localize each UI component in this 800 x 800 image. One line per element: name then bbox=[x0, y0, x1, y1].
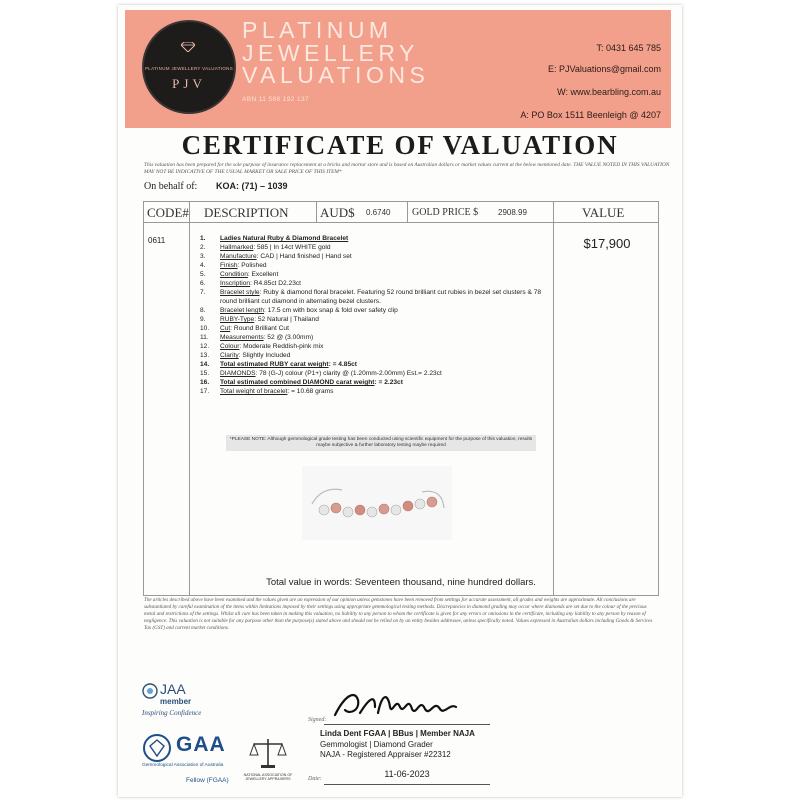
item-number: 4. bbox=[200, 262, 206, 269]
item-value: $17,900 bbox=[583, 236, 631, 251]
jaa-tagline: Inspiring Confidence bbox=[142, 709, 202, 717]
aud-rate: 0.6740 bbox=[366, 208, 391, 217]
signed-label: Signed: bbox=[308, 717, 327, 723]
item-text bbox=[220, 369, 545, 378]
gaa-emblem-icon bbox=[142, 733, 172, 763]
contact-address: A: PO Box 1511 Beenleigh @ 4207 bbox=[520, 110, 661, 120]
description-item bbox=[200, 369, 545, 378]
item-label: Total estimated combined DIAMOND carat weight bbox=[220, 379, 375, 386]
description-item bbox=[200, 270, 545, 279]
header-banner bbox=[125, 10, 671, 128]
item-number: 7. bbox=[200, 289, 206, 296]
jaa-emblem-icon bbox=[142, 683, 158, 699]
date-label: Date: bbox=[308, 776, 322, 782]
item-number: 10. bbox=[200, 325, 210, 332]
item-number: 15. bbox=[200, 370, 210, 377]
logo-caption: PLATINUM JEWELLERY VALUATIONS bbox=[144, 66, 234, 71]
item-label: Ladies Natural Ruby & Diamond Bracelet bbox=[220, 235, 349, 242]
grader-role: Gemmologist | Diamond Grader bbox=[320, 739, 433, 749]
item-detail: : 52 @ (3.00mm) bbox=[263, 334, 314, 341]
header-aud: AUD$ bbox=[320, 205, 355, 220]
description-item bbox=[200, 351, 545, 360]
item-label: Inscription bbox=[220, 280, 251, 287]
valuation-table bbox=[143, 201, 659, 596]
grader-registration: NAJA - Registered Appraiser #22312 bbox=[320, 750, 451, 759]
item-detail: : Polished bbox=[237, 262, 267, 269]
item-text bbox=[220, 261, 545, 270]
item-label: Total estimated RUBY carat weight bbox=[220, 361, 329, 368]
valuation-disclaimer: This valuation has been prepared for the sole purpose of insurance replacement at a bricks and mortar store and is based on Australian dollars or market values current at the below mentioned date. THE VALUE NOTED IN THIS VALUATION MAY NOT BE INDICATIVE OF THE USUAL MARKET OR SALE PRICE OF THIS ITEM* bbox=[144, 162, 670, 175]
item-number: 17. bbox=[200, 388, 210, 395]
item-text bbox=[220, 342, 545, 351]
item-number: 16. bbox=[200, 379, 210, 386]
description-item bbox=[200, 333, 545, 342]
certificate-page bbox=[118, 5, 682, 797]
legal-disclaimer: The articles described above have been examined and the values given are an expression of our opinion unless gemstones have been removed from settings for accurate assessment, all grades and weights are approximate. All conclusions are substantiated by careful examination of the items within limitations imposed by their settings using appropriate gemmological testing methods. Discrepancies in diamond grading may occur where diamonds are set due to the colour of the precious metal and restrictions of the settings. Whilst all care has been taken in making this valuation, no liability to any person to whom the certificate is given for any errors or omissions in the certificate, including any liability to any person by reason of negligence. This valuation is not suitable for any purpose other than the purpose(s) stated above and should not be relied on by an entity besides addressee, unless specifically noted. Values expressed in Australian dollars including Goods & Services Tax (GST) and current market conditions. bbox=[144, 597, 653, 631]
description-item bbox=[200, 387, 545, 396]
diamond-icon bbox=[181, 42, 195, 52]
item-label: Total weight of bracelet bbox=[220, 388, 288, 395]
item-text bbox=[220, 234, 545, 243]
testing-note: *PLEASE NOTE: Although gemmological grade testing has been conducted using scientific equipment for the purpose of this valuation, results maybe subjective & further laboratory testing maybe required bbox=[226, 435, 536, 451]
item-label: Condition bbox=[220, 271, 248, 278]
item-label: Hallmarked bbox=[220, 244, 254, 251]
item-number: 6. bbox=[200, 280, 206, 287]
column-divider bbox=[189, 202, 190, 222]
value-in-words: Total value in words: Seventeen thousand, nine hundred dollars. bbox=[266, 577, 536, 588]
certificate-title: CERTIFICATE OF VALUATION bbox=[181, 130, 619, 160]
jaa-name: JAA bbox=[160, 681, 186, 697]
description-item bbox=[200, 243, 545, 252]
item-label: RUBY-Type bbox=[220, 316, 255, 323]
gaa-full-name: Gemmological Association of Australia bbox=[142, 763, 224, 768]
column-divider bbox=[316, 202, 317, 222]
item-detail: : = 10.68 grams bbox=[287, 388, 334, 395]
behalf-label: On behalf of: bbox=[144, 181, 198, 192]
gaa-logo bbox=[142, 733, 252, 793]
item-text bbox=[220, 315, 545, 324]
item-text bbox=[220, 333, 545, 342]
item-text bbox=[220, 360, 545, 369]
item-detail: : = 4.85ct bbox=[328, 361, 357, 368]
item-text bbox=[220, 252, 545, 261]
contact-phone: T: 0431 645 785 bbox=[596, 43, 661, 53]
grader-details bbox=[320, 729, 475, 761]
item-number: 2. bbox=[200, 244, 206, 251]
item-number: 12. bbox=[200, 343, 210, 350]
brand-line: PLATINUM bbox=[242, 17, 393, 43]
handwritten-signature bbox=[330, 685, 460, 725]
description-item bbox=[200, 315, 545, 324]
item-text bbox=[220, 378, 545, 387]
description-item bbox=[200, 261, 545, 270]
description-item bbox=[200, 252, 545, 261]
item-description-list bbox=[200, 234, 545, 396]
item-text bbox=[220, 279, 545, 288]
item-text bbox=[220, 306, 545, 315]
description-item bbox=[200, 306, 545, 315]
logo-initials: PJV bbox=[172, 76, 206, 91]
item-text bbox=[220, 351, 545, 360]
item-number: 1. bbox=[200, 235, 206, 242]
item-code: 0611 bbox=[148, 236, 166, 245]
certificate-date: 11-06-2023 bbox=[384, 769, 430, 779]
description-item bbox=[200, 342, 545, 351]
bracelet-image bbox=[302, 466, 452, 540]
item-detail: : 52 Natural | Thailand bbox=[254, 316, 319, 323]
item-number: 14. bbox=[200, 361, 210, 368]
header-value: VALUE bbox=[582, 205, 625, 220]
item-text bbox=[220, 243, 545, 252]
behalf-value: KOA: (71) – 1039 bbox=[216, 181, 288, 191]
item-detail: : Slightly Included bbox=[238, 352, 291, 359]
item-label: Clarity bbox=[220, 352, 239, 359]
gaa-name: GAA bbox=[176, 733, 226, 756]
item-text bbox=[220, 270, 545, 279]
signature-line bbox=[324, 724, 490, 725]
brand-line: VALUATIONS bbox=[242, 62, 430, 88]
item-label: Bracelet length bbox=[220, 307, 264, 314]
item-detail: : 78 (G-J) colour (P1+) clarity @ (1.20mm-2.00mm) Est.= 2.23ct bbox=[255, 370, 442, 377]
description-item bbox=[200, 234, 545, 243]
item-detail: : R4.85ct D2.23ct bbox=[250, 280, 302, 287]
company-logo bbox=[142, 20, 236, 114]
item-label: Cut bbox=[220, 325, 231, 332]
item-label: DIAMONDS bbox=[220, 370, 256, 377]
item-text bbox=[220, 387, 545, 396]
brand-line: JEWELLERY bbox=[242, 39, 419, 66]
item-detail: : Excellent bbox=[247, 271, 279, 278]
grader-name: Linda Dent FGAA | BBus | Member NAJA bbox=[320, 729, 475, 738]
description-item bbox=[200, 288, 545, 306]
item-number: 3. bbox=[200, 253, 206, 260]
header-gold-price: GOLD PRICE $ bbox=[412, 207, 479, 218]
header-description: DESCRIPTION bbox=[204, 205, 289, 220]
item-number: 13. bbox=[200, 352, 210, 359]
item-number: 9. bbox=[200, 316, 206, 323]
description-item bbox=[200, 360, 545, 369]
naja-logo bbox=[243, 735, 293, 791]
item-detail: : Round Brilliant Cut bbox=[230, 325, 289, 332]
item-detail: : Moderate Reddish-pink mix bbox=[239, 343, 324, 350]
item-label: Finish bbox=[220, 262, 238, 269]
item-number: 8. bbox=[200, 307, 206, 314]
contact-email: E: PJValuations@gmail.com bbox=[547, 64, 661, 74]
gold-price-value: 2908.99 bbox=[498, 208, 527, 217]
jaa-member: member bbox=[160, 697, 192, 706]
gaa-fellow: Fellow (FGAA) bbox=[186, 777, 229, 784]
item-number: 11. bbox=[200, 334, 209, 341]
item-detail: : = 2.23ct bbox=[374, 379, 403, 386]
item-text bbox=[220, 288, 545, 306]
item-label: Manufacture bbox=[220, 253, 257, 260]
item-detail: : 585 | In 14ct WHITE gold bbox=[253, 244, 331, 251]
column-divider bbox=[407, 202, 408, 222]
item-text bbox=[220, 324, 545, 333]
bracelet-photo bbox=[302, 466, 452, 540]
description-item bbox=[200, 378, 545, 387]
item-label: Measurements bbox=[220, 334, 264, 341]
item-number: 5. bbox=[200, 271, 206, 278]
header-code: CODE# bbox=[147, 205, 189, 220]
item-detail: : CAD | Hand finished | Hand set bbox=[256, 253, 352, 260]
contact-website: W: www.bearbling.com.au bbox=[557, 87, 661, 97]
description-item bbox=[200, 279, 545, 288]
column-divider bbox=[553, 202, 554, 595]
jaa-logo bbox=[142, 681, 222, 725]
item-label: Colour bbox=[220, 343, 240, 350]
abn-number: ABN 11 588 192 137 bbox=[242, 96, 310, 103]
scales-icon bbox=[248, 735, 288, 771]
item-detail: : 17.5 cm with box snap & fold over safety clip bbox=[264, 307, 398, 314]
date-line bbox=[324, 784, 490, 785]
item-label: Bracelet style bbox=[220, 289, 260, 296]
column-divider bbox=[189, 222, 190, 595]
description-item bbox=[200, 324, 545, 333]
naja-caption: NATIONAL ASSOCIATION OF JEWELLERY APPRAISERS bbox=[243, 773, 293, 782]
item-detail: : Ruby & diamond floral bracelet. Featuring 52 round brilliant cut rubies in bezel set clusters & 78 round brilliant cut diamond in alternating bezel clusters. bbox=[220, 289, 542, 305]
